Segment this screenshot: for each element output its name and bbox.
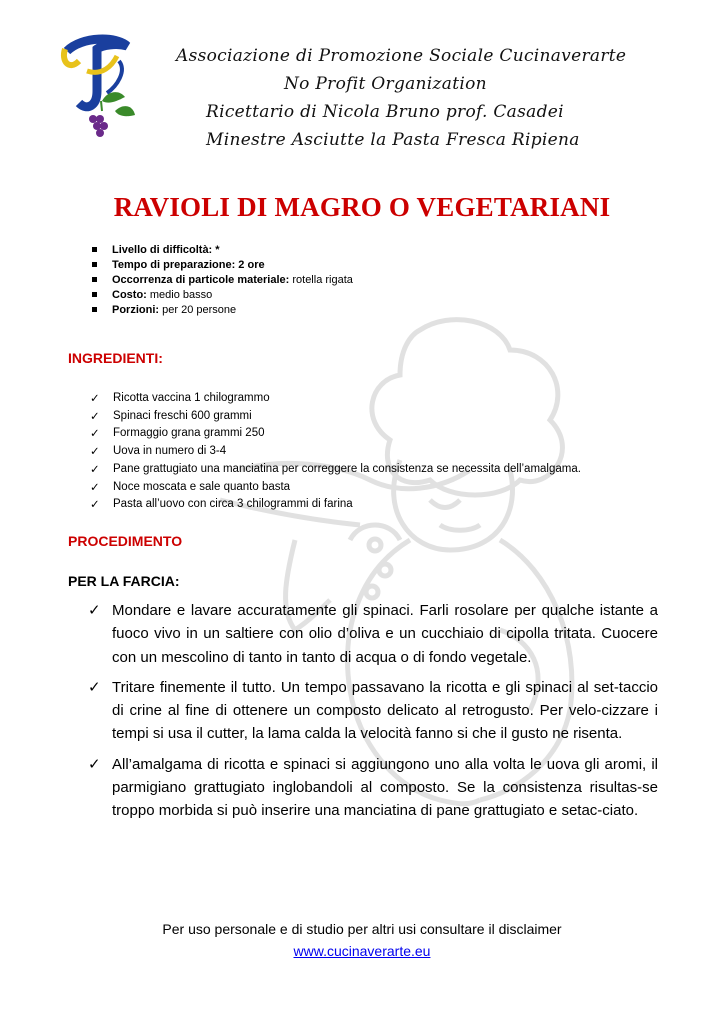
step-text: Mondare e lavare accuratamente gli spinaci. Farli rosolare per qualche istante a fuoco vivo in un saltiere con olio d’oliva e un cucchiaio di cipolla tritata. Cuocere con un mescolino di tanto in tanto di acqua o di fondo vegetale. <box>112 602 658 666</box>
info-value: rotella rigata <box>289 274 353 286</box>
ingredient-text: Noce moscata e sale quanto basta <box>113 480 291 493</box>
ingredient-text: Pasta all’uovo con circa 3 chilogrammi di farina <box>113 498 353 511</box>
info-label: Occorrenza di particole materiale: <box>112 274 290 286</box>
check-icon: ✓ <box>90 408 100 423</box>
bullet-square <box>92 307 97 312</box>
info-difficulty <box>92 243 353 258</box>
info-value: medio basso <box>146 289 213 301</box>
info-label: Costo: <box>112 289 147 301</box>
check-icon: ✓ <box>88 754 101 773</box>
farcia-heading: PER LA FARCIA: <box>68 573 180 589</box>
header-block <box>176 42 627 154</box>
recipe-title: RAVIOLI DI MAGRO O VEGETARIANI <box>113 192 611 222</box>
ingredient-item <box>90 496 581 514</box>
header-line-association: Associazione di Promozione Sociale Cucinaverarte <box>176 46 627 66</box>
info-label: Tempo di preparazione: 2 ore <box>112 259 265 271</box>
ingredient-item <box>90 479 581 497</box>
check-icon: ✓ <box>90 497 100 512</box>
procedure-step <box>88 599 658 669</box>
ingredient-item <box>90 390 581 408</box>
step-text: All’amalgama di ricotta e spinaci si aggiungono uno alla volta le uova gli aromi, il parmigiano grattugiato inglobandoli al composto. Se la consistenza risultas-se troppo morbida si può inserire una manciatina di pane grattugiato e setac-ciato. <box>112 755 658 820</box>
ingredients-list <box>90 390 581 514</box>
info-prep-time <box>92 258 353 273</box>
bullet-square <box>92 262 97 267</box>
info-value: per 20 persone <box>159 304 237 316</box>
check-icon: ✓ <box>90 426 100 441</box>
check-icon: ✓ <box>90 444 100 459</box>
check-icon: ✓ <box>88 677 101 696</box>
procedure-heading: PROCEDIMENTO <box>68 533 183 549</box>
info-cost <box>92 288 353 303</box>
info-label: Livello di difficoltà: * <box>112 244 220 256</box>
info-label: Porzioni: <box>112 304 160 316</box>
info-portions <box>92 303 353 318</box>
check-icon: ✓ <box>88 601 101 619</box>
ingredient-text: Formaggio grana grammi 250 <box>113 427 265 440</box>
association-logo <box>57 31 152 146</box>
ingredient-text: Spinaci freschi 600 grammi <box>113 409 252 422</box>
header-line-ricettario: Ricettario di Nicola Bruno prof. Casadei <box>206 102 564 122</box>
footer <box>0 918 724 962</box>
info-materials <box>92 273 353 288</box>
ingredient-text: Ricotta vaccina 1 chilogrammo <box>113 392 270 404</box>
step-text: Tritare finemente il tutto. Un tempo passavano la ricotta e gli spinaci al set-taccio di crine al fine di ottenere un composto delicato al retrogusto. Per velo-cizzare i tempi si usa il cutter, la lama calda la velocità fanno si che il gusto ne risenta. <box>112 678 658 743</box>
recipe-info-list <box>92 243 353 318</box>
bullet-square <box>92 247 97 252</box>
ingredients-heading: INGREDIENTI: <box>68 350 163 366</box>
check-icon: ✓ <box>90 391 100 405</box>
footer-disclaimer-text: Per uso personale e di studio per altri usi consultare il disclaimer <box>162 921 562 937</box>
website-link[interactable]: www.cucinaverarte.eu <box>293 943 431 959</box>
procedure-step <box>88 676 658 746</box>
ingredient-text: Uova in numero di 3-4 <box>113 445 227 458</box>
ingredient-item <box>90 425 581 443</box>
ingredient-item <box>90 461 581 479</box>
ingredient-text: Pane grattugiato una manciatina per correggere la consistenza se necessita dell’amalgama. <box>113 462 581 475</box>
check-icon: ✓ <box>90 479 100 494</box>
header-line-nonprofit: No Profit Organization <box>284 74 487 94</box>
bullet-square <box>92 277 97 282</box>
check-icon: ✓ <box>90 461 100 476</box>
header-line-category: Minestre Asciutte la Pasta Fresca Ripiena <box>206 130 580 150</box>
procedure-step <box>88 753 658 823</box>
procedure-steps <box>88 599 658 830</box>
bullet-square <box>92 292 97 297</box>
ingredient-item <box>90 408 581 426</box>
ingredient-item <box>90 443 581 461</box>
